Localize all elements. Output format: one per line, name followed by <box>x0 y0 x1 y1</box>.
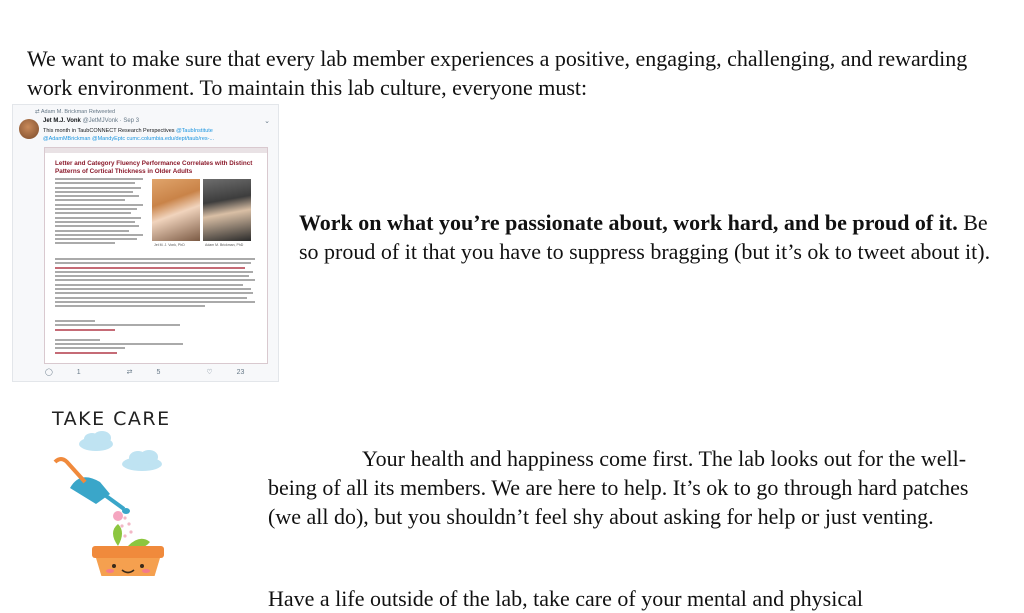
article-body <box>55 258 257 310</box>
retweet-line: Adam M. Brickman Retweeted <box>40 109 116 115</box>
retweet-count: 5 <box>156 369 161 376</box>
health-text: Your health and happiness come first. The lab looks out for the well-being of all its members. We are here to help. It’s ok to go through hard patches (we all do), but you shouldn’t feel shy about asking for help or just venting. <box>268 446 969 529</box>
tweet-screenshot <box>12 104 279 382</box>
tweet-header <box>43 118 139 124</box>
tweet-text-prefix: This month in TaubCONNECT Research Perspectives <box>43 128 175 134</box>
heart-icon: ♡ <box>206 369 213 376</box>
like-action[interactable] <box>206 369 266 376</box>
cloud-icon <box>79 431 113 451</box>
reply-count: 1 <box>76 369 81 376</box>
passion-bold-lead: Work on what you’re passionate about, work hard, and be proud of it. <box>299 210 958 235</box>
flower-pot-icon <box>92 546 164 576</box>
tweet-actions <box>45 368 279 376</box>
like-count: 23 <box>236 369 245 376</box>
author-photo-left <box>152 179 200 241</box>
retweet-icon: ⇄ <box>35 109 40 115</box>
health-paragraph <box>268 444 988 531</box>
tweet-author-handle: @JetMJVonk · Sep 3 <box>82 118 140 124</box>
passion-rest: Be so proud of it that you have to suppress bragging (but it’s ok to tweet about it). <box>299 210 991 264</box>
water-drops <box>120 516 132 537</box>
watering-plant-drawing <box>30 396 240 576</box>
chevron-down-icon: ⌄ <box>264 118 270 125</box>
author-photo-right <box>203 179 251 241</box>
plant-icon <box>113 511 150 548</box>
intro-paragraph: We want to make sure that every lab member experiences a positive, engaging, challenging, and rewarding work environment. To maintain this lab culture, everyone must: <box>27 46 968 100</box>
retweet-indicator <box>35 109 115 115</box>
tweet-author-name: Jet M.J. Vonk <box>43 118 81 124</box>
reply-icon: ◯ <box>45 369 53 376</box>
retweet-action[interactable] <box>127 369 183 376</box>
newsletter-top-bar <box>45 148 267 153</box>
cloud-icon <box>122 450 162 471</box>
retweet-icon: ⇄ <box>126 369 133 376</box>
article-left-column <box>55 178 145 247</box>
passion-paragraph <box>299 208 999 266</box>
reply-action[interactable] <box>45 369 103 376</box>
take-care-title: TAKE CARE <box>52 408 171 430</box>
photo-caption-right: Adam M. Brickman, PhD <box>205 243 244 247</box>
tweet-mention-link: @TaubInstitute <box>176 128 213 134</box>
photo-caption-left: Jet M. J. Vonk, PhD <box>154 243 185 247</box>
take-care-illustration <box>30 396 240 576</box>
newsletter-image <box>44 147 268 364</box>
avatar <box>19 119 39 139</box>
life-outside-paragraph: Have a life outside of the lab, take care of your mental and physical <box>268 586 863 611</box>
watering-can-icon <box>55 459 130 514</box>
tweet-text <box>43 128 213 134</box>
article-signatures <box>55 320 185 356</box>
article-title: Letter and Category Fluency Performance Correlates with Distinct Patterns of Cortical Thickness in Older Adults <box>55 160 253 175</box>
tweet-text-line2: @AdamMBrickman @MandyEptc cumc.columbia.edu/dept/taub/res-... <box>43 136 215 142</box>
